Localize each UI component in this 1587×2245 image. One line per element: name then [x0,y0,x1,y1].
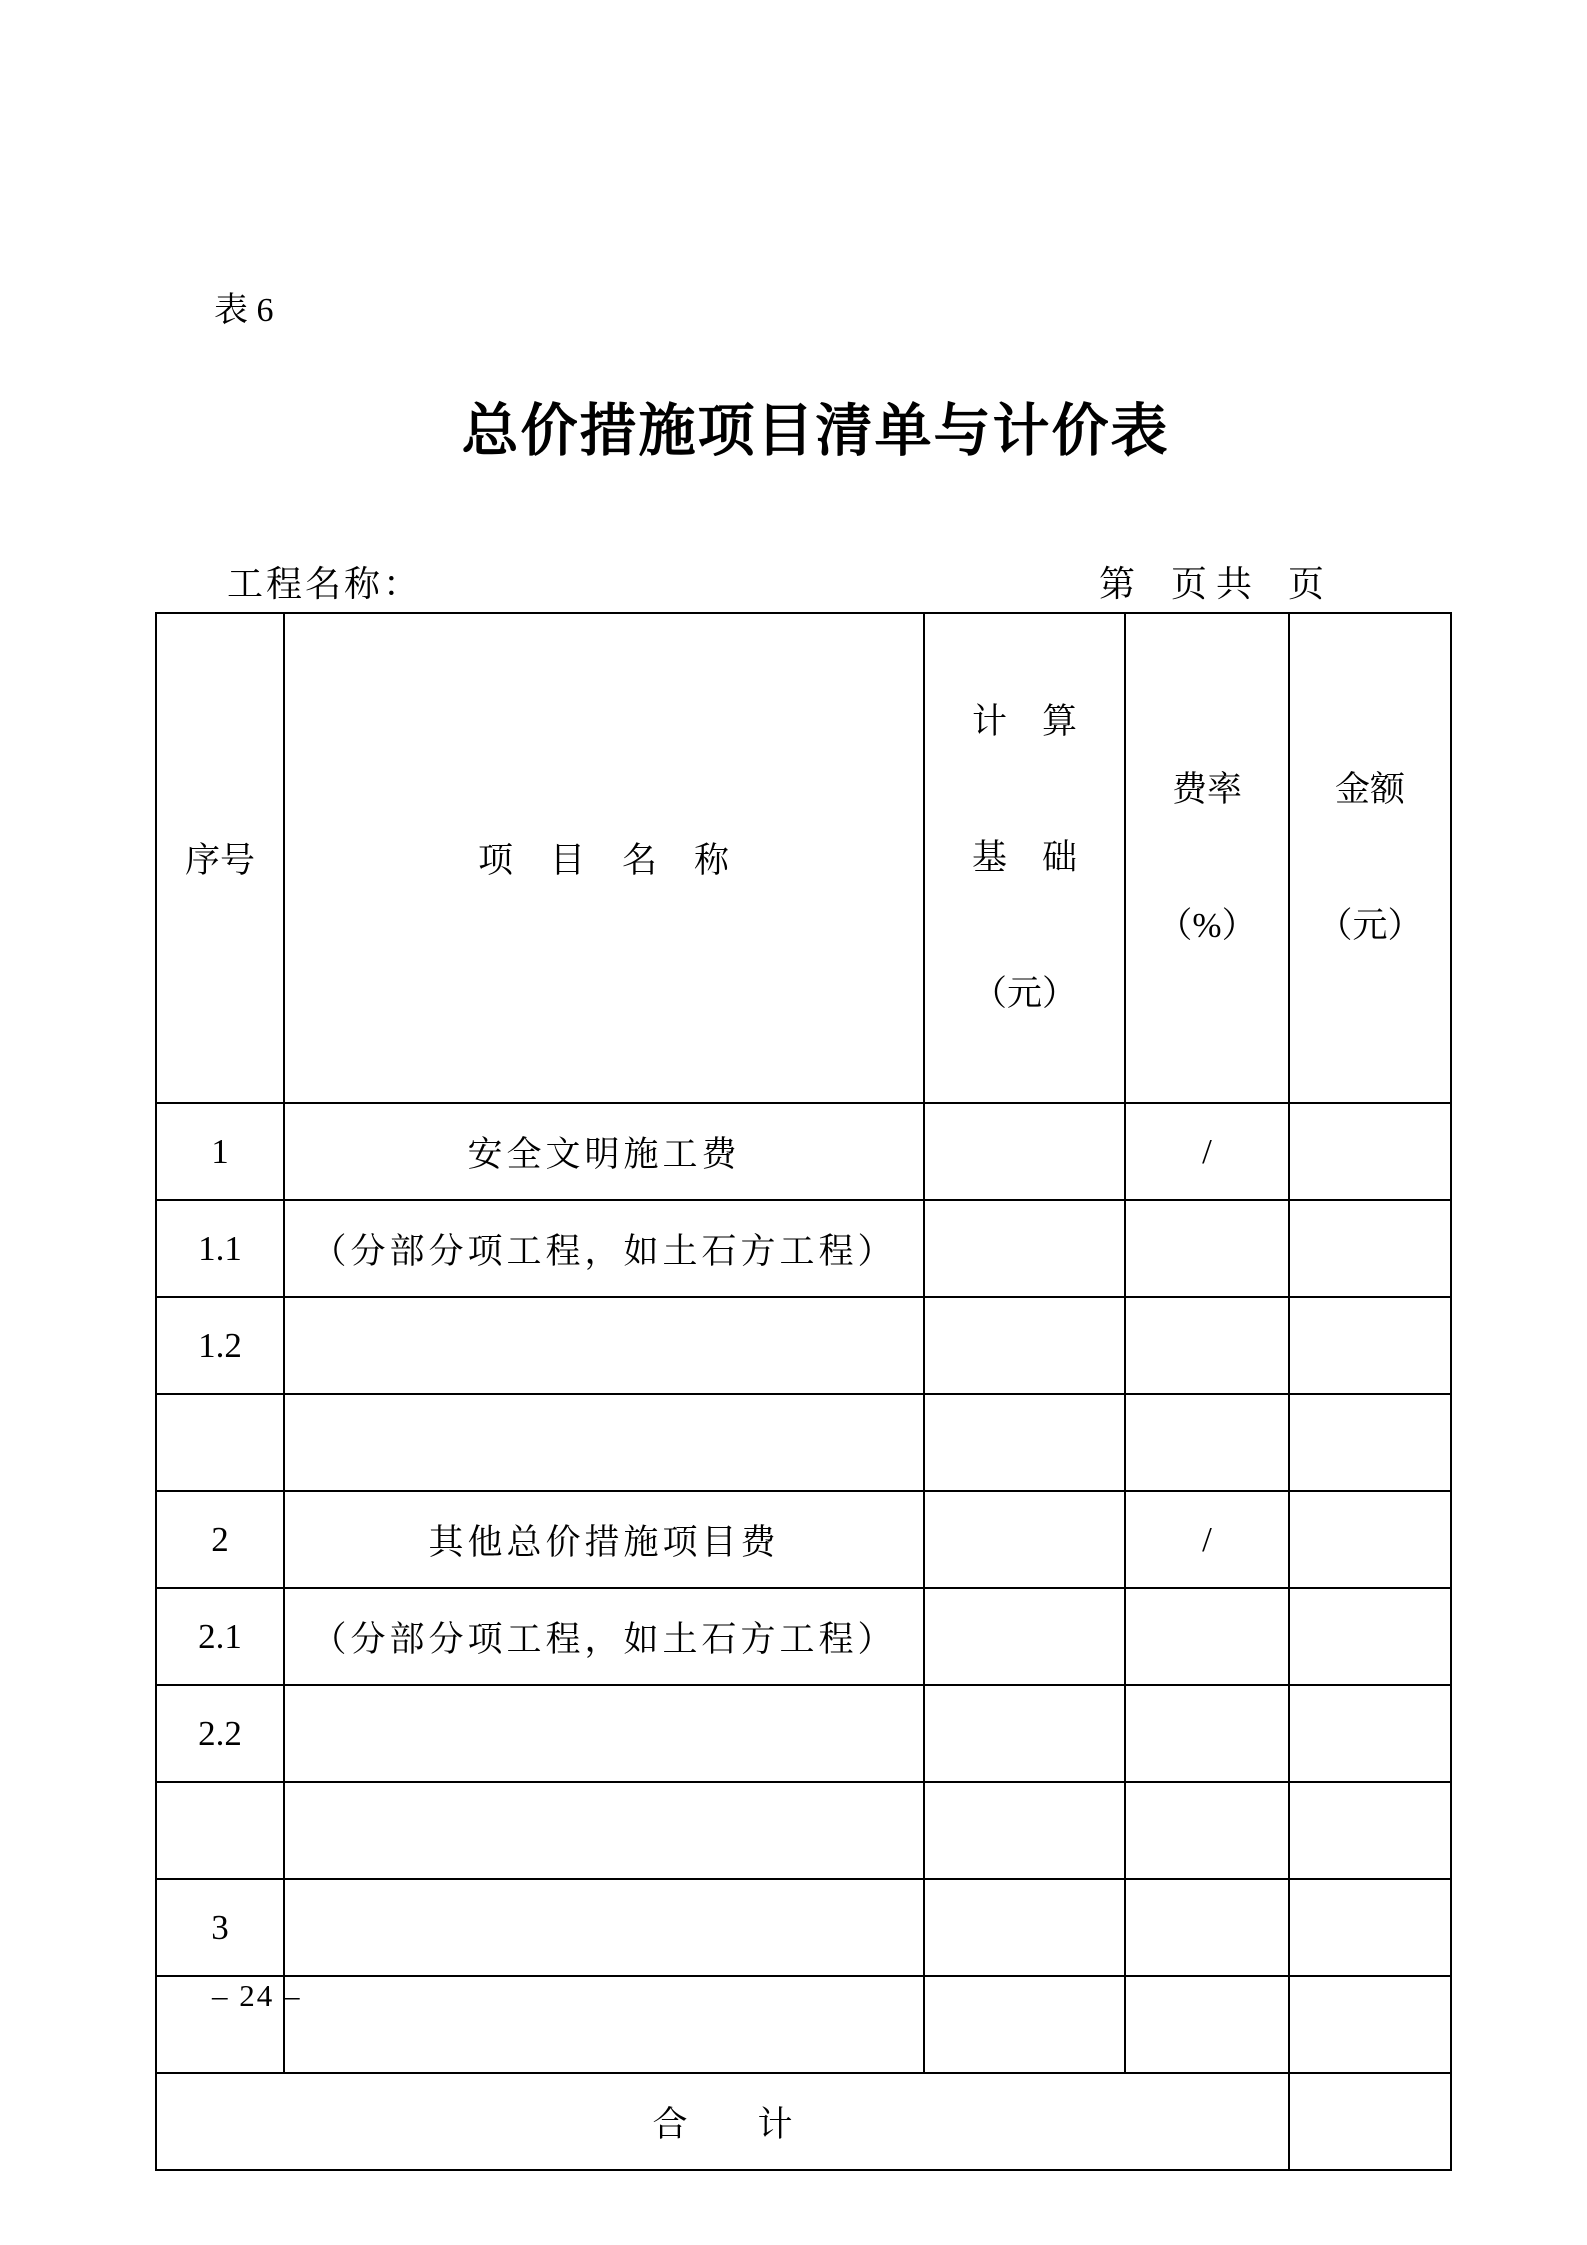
cell-amount [1289,1976,1451,2073]
cell-no: 2.2 [156,1685,284,1782]
cell-amount [1289,1782,1451,1879]
total-label: 合 计 [156,2073,1289,2170]
page-indicator: 第 页 共 页 [1099,564,1325,604]
cell-name: 安全文明施工费 [284,1103,924,1200]
header-basis-line: （元） [971,974,1077,1013]
cell-basis [924,1394,1125,1491]
cell-basis [924,1297,1125,1394]
header-amount-line: 金额 [1334,770,1405,809]
project-name-label: 工程名称： [227,564,423,604]
cell-basis [924,1976,1125,2073]
cell-name: （分部分项工程，如土石方工程） [284,1200,924,1297]
total-row [156,2073,1451,2170]
header-col-amount [1289,613,1451,1103]
cell-name [284,1394,924,1491]
cell-rate: / [1125,1103,1289,1200]
cell-name [284,1782,924,1879]
cell-amount [1289,1491,1451,1588]
table-row [156,1491,1451,1588]
table-row [156,1685,1451,1782]
cell-rate [1125,1685,1289,1782]
cell-amount [1289,1394,1451,1491]
cell-name [284,1297,924,1394]
cell-rate [1125,1200,1289,1297]
cell-name: 其他总价措施项目费 [284,1491,924,1588]
table-row [156,1782,1451,1879]
table-row [156,1976,1451,2073]
cell-name: （分部分项工程，如土石方工程） [284,1588,924,1685]
table-row [156,1588,1451,1685]
cell-basis [924,1103,1125,1200]
cell-rate [1125,1297,1289,1394]
header-row [156,613,1451,1103]
cell-name [284,1685,924,1782]
cell-no: 2 [156,1491,284,1588]
page-title: 总价措施项目清单与计价表 [461,400,1170,463]
footer-page-number: – 24 – [212,1978,302,2013]
cell-basis [924,1685,1125,1782]
cell-rate [1125,1394,1289,1491]
cell-amount [1289,1879,1451,1976]
header-col-name: 项 目 名 称 [284,613,924,1103]
header-amount-line: （元） [1317,906,1423,945]
cell-no: 1 [156,1103,284,1200]
table-row [156,1103,1451,1200]
cell-amount [1289,1297,1451,1394]
header-rate-line: 费率 [1171,770,1242,809]
cell-basis [924,1588,1125,1685]
cell-amount [1289,1103,1451,1200]
cell-no: 2.1 [156,1588,284,1685]
header-basis-line: 基 础 [971,838,1077,877]
cell-no: 1.2 [156,1297,284,1394]
cell-name [284,1879,924,1976]
total-amount-cell [1289,2073,1451,2170]
cell-basis [924,1879,1125,1976]
cell-basis [924,1782,1125,1879]
cell-basis [924,1200,1125,1297]
cell-basis [924,1491,1125,1588]
cell-rate [1125,1976,1289,2073]
sheet-label: 表 6 [214,292,274,329]
cell-rate [1125,1588,1289,1685]
cell-rate [1125,1782,1289,1879]
header-col-rate [1125,613,1289,1103]
measures-table [155,612,1452,2171]
table-row [156,1879,1451,1976]
cell-name [284,1976,924,2073]
cell-no [156,1394,284,1491]
header-col-no: 序号 [156,613,284,1103]
cell-no [156,1782,284,1879]
cell-rate: / [1125,1491,1289,1588]
cell-no: 1.1 [156,1200,284,1297]
table-row [156,1200,1451,1297]
table-row [156,1297,1451,1394]
header-basis-line: 计 算 [971,702,1077,741]
cell-no: 3 [156,1879,284,1976]
header-rate-line: （%） [1157,906,1257,945]
cell-amount [1289,1588,1451,1685]
cell-rate [1125,1879,1289,1976]
cell-amount [1289,1685,1451,1782]
header-col-basis [924,613,1125,1103]
cell-amount [1289,1200,1451,1297]
table-row [156,1394,1451,1491]
